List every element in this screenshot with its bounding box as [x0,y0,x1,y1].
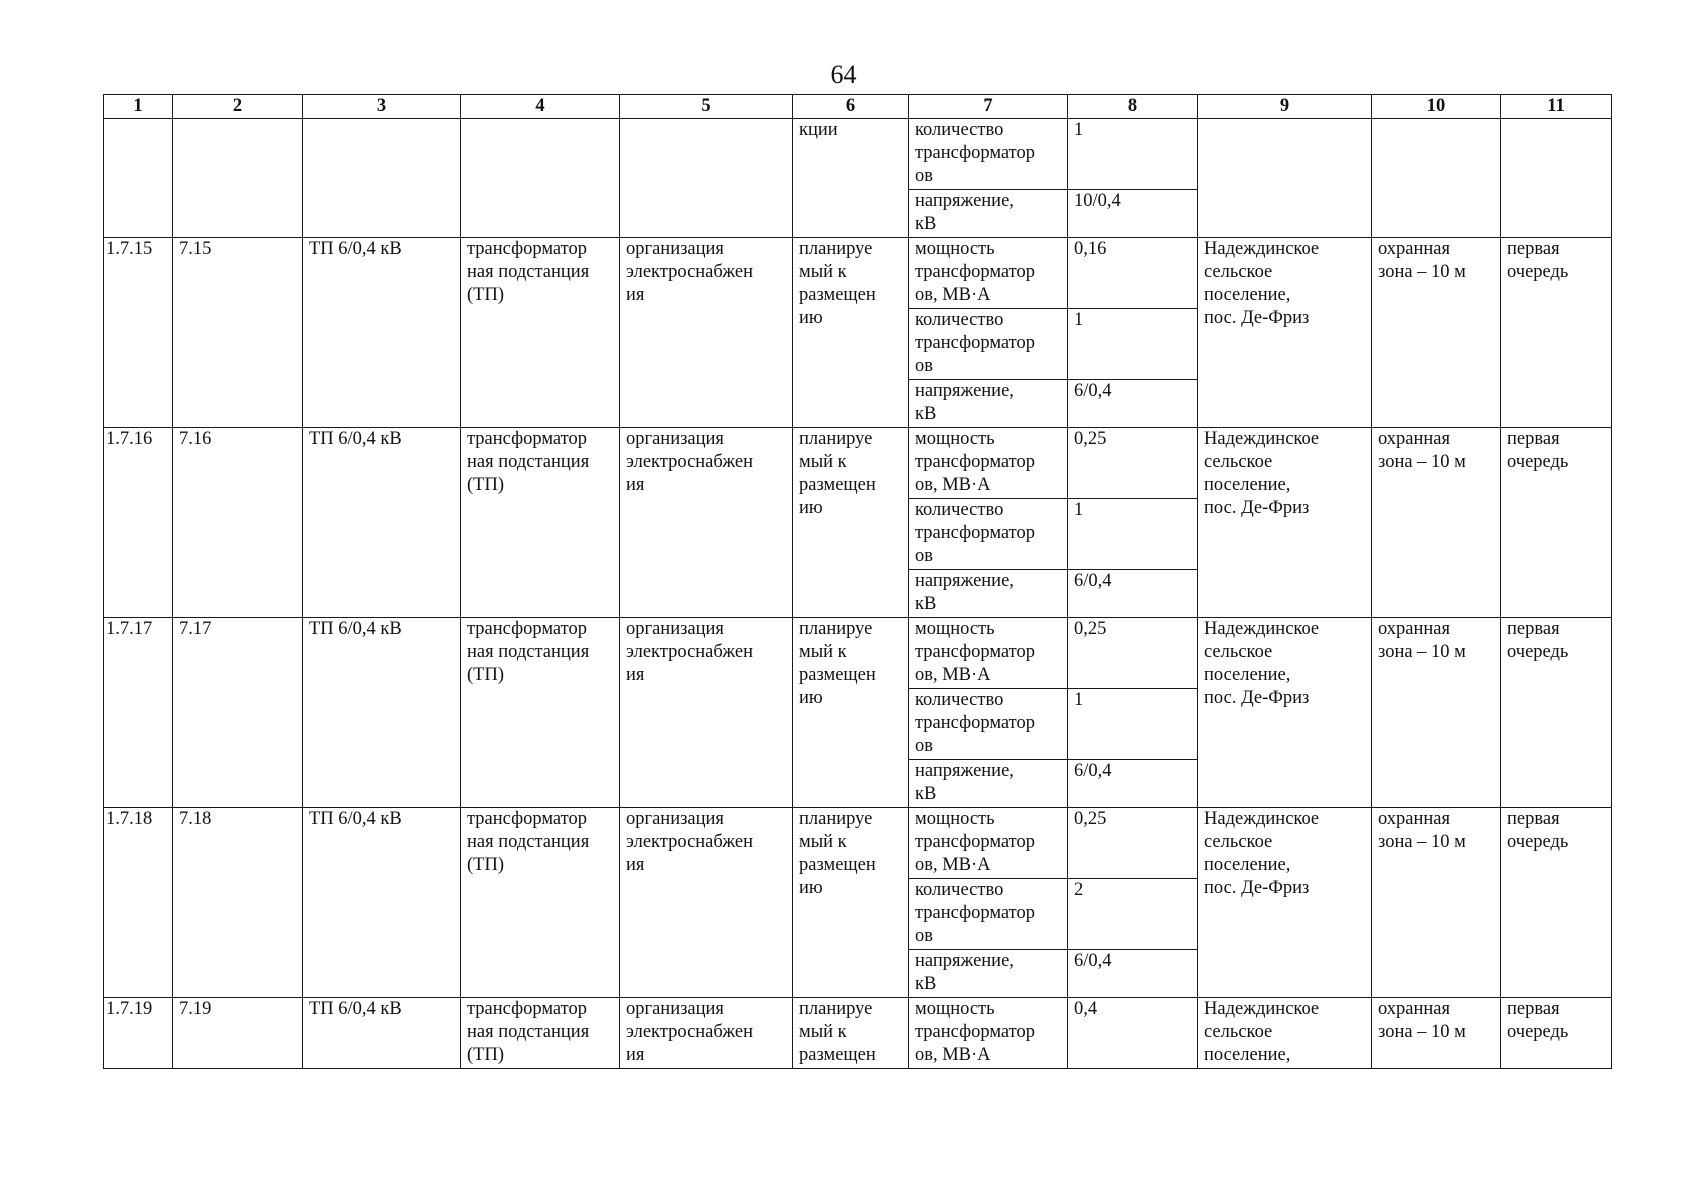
table-cell [1198,119,1372,238]
parameter-value: 0,25 [1068,428,1198,499]
column-header: 4 [461,95,620,119]
object-location: Надеждинское сельское поселение, пос. Де-Фриз [1198,618,1372,808]
parameter-name: мощность трансформатор ов, МВ·А [909,238,1068,309]
object-name: ТП 6/0,4 кВ [303,998,461,1069]
object-type: трансформатор ная подстанция (ТП) [461,998,620,1069]
table-cell [620,119,793,238]
parameter-name: количество трансформатор ов [909,689,1068,760]
object-stage: первая очередь [1501,998,1612,1069]
item-number: 1.7.17 [104,618,173,808]
parameter-value: 1 [1068,499,1198,570]
object-zone: охранная зона – 10 м [1372,808,1501,998]
table-cell [303,119,461,238]
table-row [104,998,1612,1069]
parameter-name: напряжение, кВ [909,950,1068,998]
parameter-name: количество трансформатор ов [909,879,1068,950]
object-status: планируе мый к размещен ию [793,238,909,428]
table-cell [461,119,620,238]
parameter-name: напряжение, кВ [909,380,1068,428]
item-code: 7.16 [173,428,303,618]
parameter-value: 10/0,4 [1068,190,1198,238]
item-code: 7.15 [173,238,303,428]
parameter-value: 0,16 [1068,238,1198,309]
parameter-value: 6/0,4 [1068,570,1198,618]
table-cell [1372,119,1501,238]
object-purpose: организация электроснабжен ия [620,808,793,998]
column-header: 9 [1198,95,1372,119]
parameter-value: 0,25 [1068,618,1198,689]
object-stage: первая очередь [1501,618,1612,808]
object-location: Надеждинское сельское поселение, [1198,998,1372,1069]
parameter-name: количество трансформатор ов [909,499,1068,570]
table-row [104,618,1612,689]
object-stage: первая очередь [1501,238,1612,428]
parameter-value: 6/0,4 [1068,950,1198,998]
item-code: 7.18 [173,808,303,998]
parameter-name: мощность трансформатор ов, МВ·А [909,808,1068,879]
parameter-value: 0,4 [1068,998,1198,1069]
column-header: 6 [793,95,909,119]
item-number: 1.7.15 [104,238,173,428]
object-name: ТП 6/0,4 кВ [303,808,461,998]
parameter-value: 1 [1068,309,1198,380]
object-name: ТП 6/0,4 кВ [303,428,461,618]
object-location: Надеждинское сельское поселение, пос. Де-Фриз [1198,238,1372,428]
continuation-row [104,119,1612,190]
object-name: ТП 6/0,4 кВ [303,238,461,428]
object-type: трансформатор ная подстанция (ТП) [461,428,620,618]
parameter-name: мощность трансформатор ов, МВ·А [909,428,1068,499]
parameter-name: напряжение, кВ [909,190,1068,238]
object-purpose: организация электроснабжен ия [620,238,793,428]
column-header: 10 [1372,95,1501,119]
object-status: планируе мый к размещен ию [793,618,909,808]
object-purpose: организация электроснабжен ия [620,618,793,808]
table-row [104,808,1612,879]
column-header: 1 [104,95,173,119]
status-cell: кции [793,119,909,238]
item-number: 1.7.19 [104,998,173,1069]
parameter-value: 6/0,4 [1068,380,1198,428]
parameter-name: мощность трансформатор ов, МВ·А [909,998,1068,1069]
table-cell [173,119,303,238]
table-row [104,238,1612,309]
parameter-value: 1 [1068,119,1198,190]
header-row [104,95,1612,119]
column-header: 8 [1068,95,1198,119]
item-code: 7.17 [173,618,303,808]
object-type: трансформатор ная подстанция (ТП) [461,618,620,808]
object-status: планируе мый к размещен ию [793,428,909,618]
item-number: 1.7.16 [104,428,173,618]
parameter-value: 1 [1068,689,1198,760]
parameter-value: 2 [1068,879,1198,950]
column-header: 5 [620,95,793,119]
parameter-name: напряжение, кВ [909,570,1068,618]
object-type: трансформатор ная подстанция (ТП) [461,808,620,998]
table-row [104,428,1612,499]
table-cell [104,119,173,238]
object-type: трансформатор ная подстанция (ТП) [461,238,620,428]
column-header: 2 [173,95,303,119]
column-header: 11 [1501,95,1612,119]
object-zone: охранная зона – 10 м [1372,238,1501,428]
column-header: 3 [303,95,461,119]
parameter-name: напряжение, кВ [909,760,1068,808]
object-location: Надеждинское сельское поселение, пос. Де-Фриз [1198,808,1372,998]
parameter-value: 0,25 [1068,808,1198,879]
object-name: ТП 6/0,4 кВ [303,618,461,808]
object-stage: первая очередь [1501,428,1612,618]
parameter-name: количество трансформатор ов [909,119,1068,190]
object-purpose: организация электроснабжен ия [620,998,793,1069]
parameter-value: 6/0,4 [1068,760,1198,808]
object-zone: охранная зона – 10 м [1372,428,1501,618]
object-status: планируе мый к размещен ию [793,808,909,998]
parameter-name: мощность трансформатор ов, МВ·А [909,618,1068,689]
object-status: планируе мый к размещен [793,998,909,1069]
item-code: 7.19 [173,998,303,1069]
table-cell [1501,119,1612,238]
column-header: 7 [909,95,1068,119]
page-number: 64 [830,60,857,89]
object-purpose: организация электроснабжен ия [620,428,793,618]
object-zone: охранная зона – 10 м [1372,998,1501,1069]
item-number: 1.7.18 [104,808,173,998]
object-location: Надеждинское сельское поселение, пос. Де-Фриз [1198,428,1372,618]
parameter-name: количество трансформатор ов [909,309,1068,380]
object-zone: охранная зона – 10 м [1372,618,1501,808]
data-table [103,94,1612,1069]
object-stage: первая очередь [1501,808,1612,998]
